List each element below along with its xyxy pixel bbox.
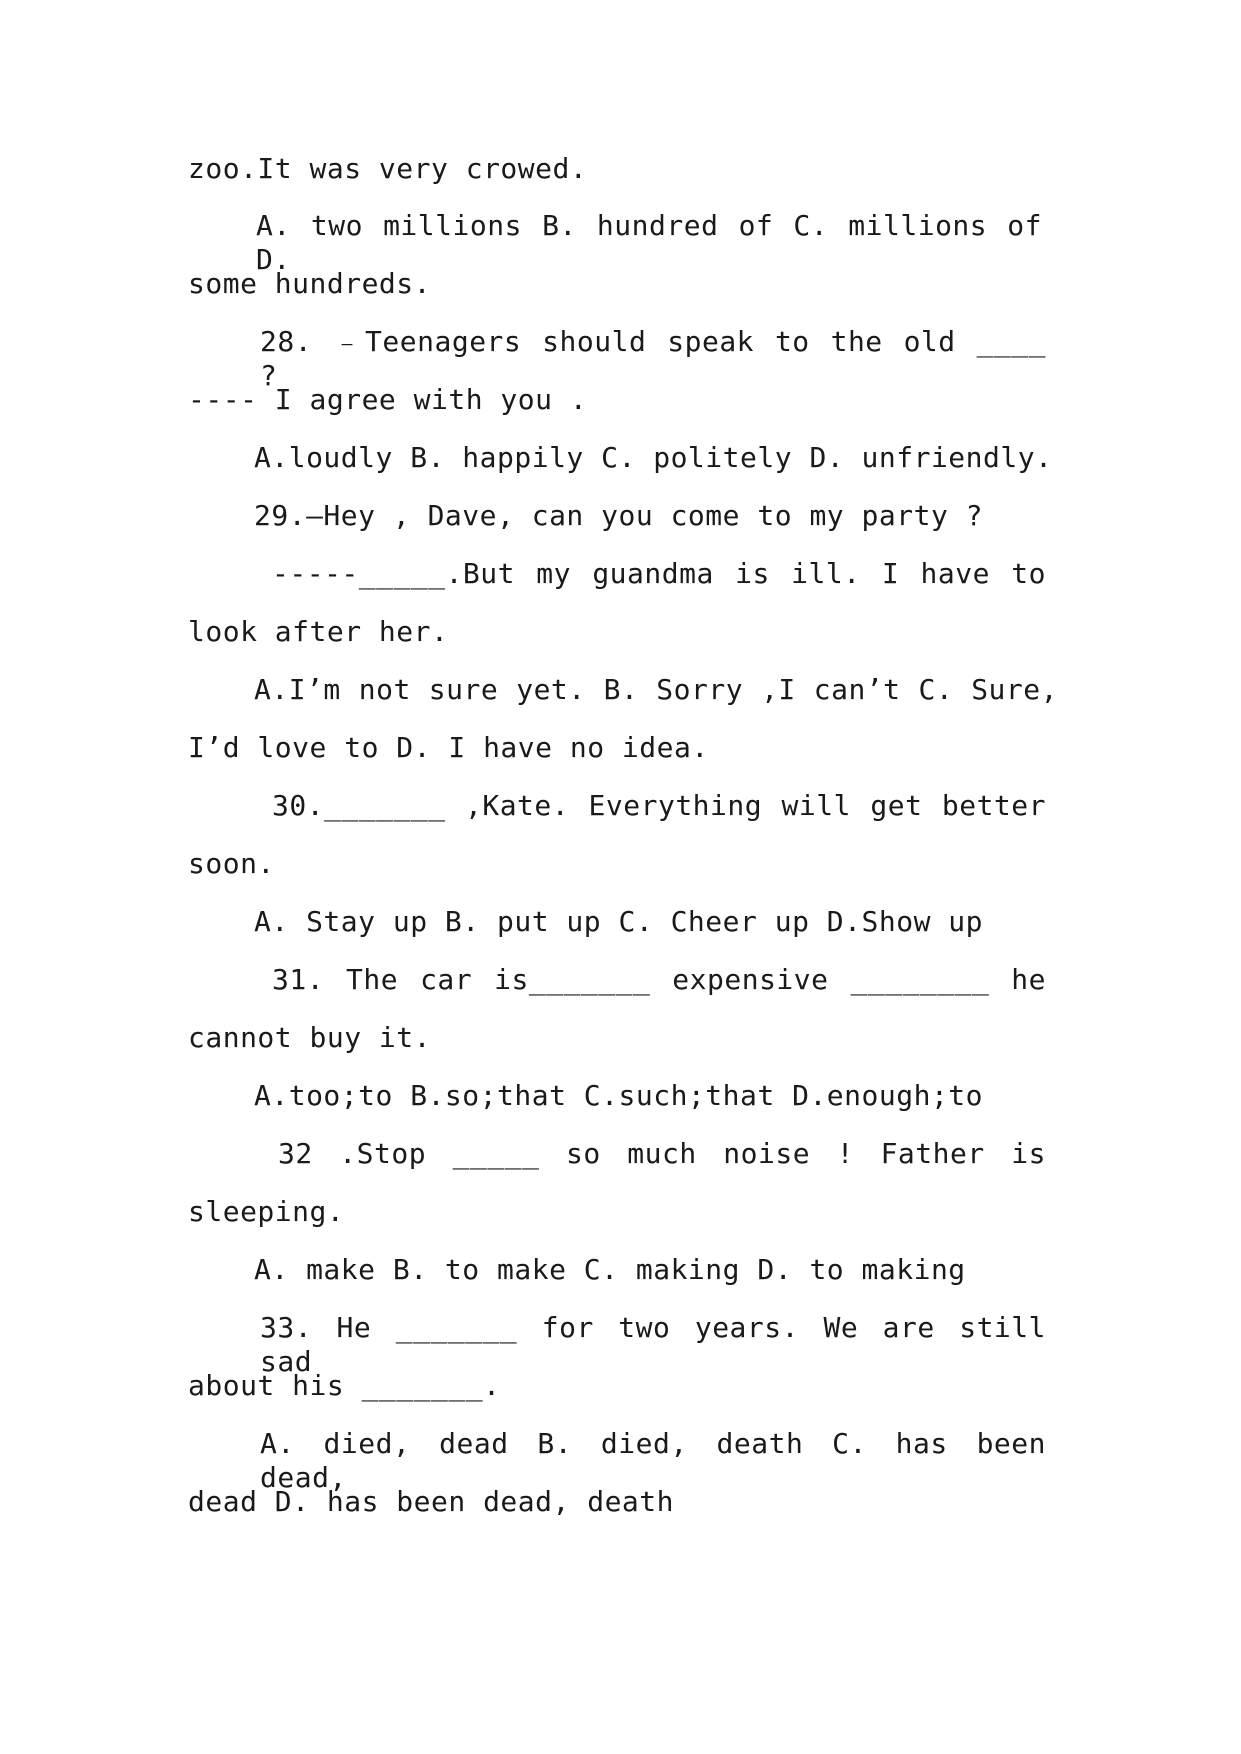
text-line: -----_____.But my guandma is ill. I have to	[272, 557, 1046, 590]
text-line: some hundreds.	[188, 267, 432, 300]
text-line: about his _______.	[188, 1369, 501, 1402]
text-line: look after her.	[188, 615, 449, 648]
question-28: 28. ﹣Teenagers should speak to the old ____ ?	[260, 325, 1046, 392]
question-32-options: A. make B. to make C. making D. to making	[254, 1253, 966, 1286]
text-line: dead D. has been dead, death	[188, 1485, 675, 1518]
text-line: zoo.It was very crowed.	[188, 152, 588, 185]
question-29-options: A.I’m not sure yet. B. Sorry ,I can’t C. Sure,	[254, 673, 1058, 706]
question-33-options: A. died, dead B. died, death C. has been dead,	[260, 1427, 1046, 1494]
text-line: cannot buy it.	[188, 1021, 432, 1054]
question-32: 32 .Stop _____ so much noise ! Father is	[278, 1137, 1046, 1170]
question-29: 29.—Hey , Dave, can you come to my party ?	[254, 499, 984, 532]
text-line: ---- I agree with you .	[188, 383, 588, 416]
question-30: 30._______ ,Kate. Everything will get better	[272, 789, 1046, 822]
question-31: 31. The car is_______ expensive ________ he	[272, 963, 1046, 996]
text-line: soon.	[188, 847, 275, 880]
question-27-options: A. two millions B. hundred of C. millions of D.	[256, 209, 1042, 276]
question-28-options: A.loudly B. happily C. politely D. unfriendly.	[254, 441, 1053, 474]
question-33: 33. He _______ for two years. We are still sad	[260, 1311, 1046, 1378]
text-line: I’d love to D. I have no idea.	[188, 731, 709, 764]
question-30-options: A. Stay up B. put up C. Cheer up D.Show up	[254, 905, 984, 938]
text-line: sleeping.	[188, 1195, 345, 1228]
question-31-options: A.too;to B.so;that C.such;that D.enough;to	[254, 1079, 984, 1112]
